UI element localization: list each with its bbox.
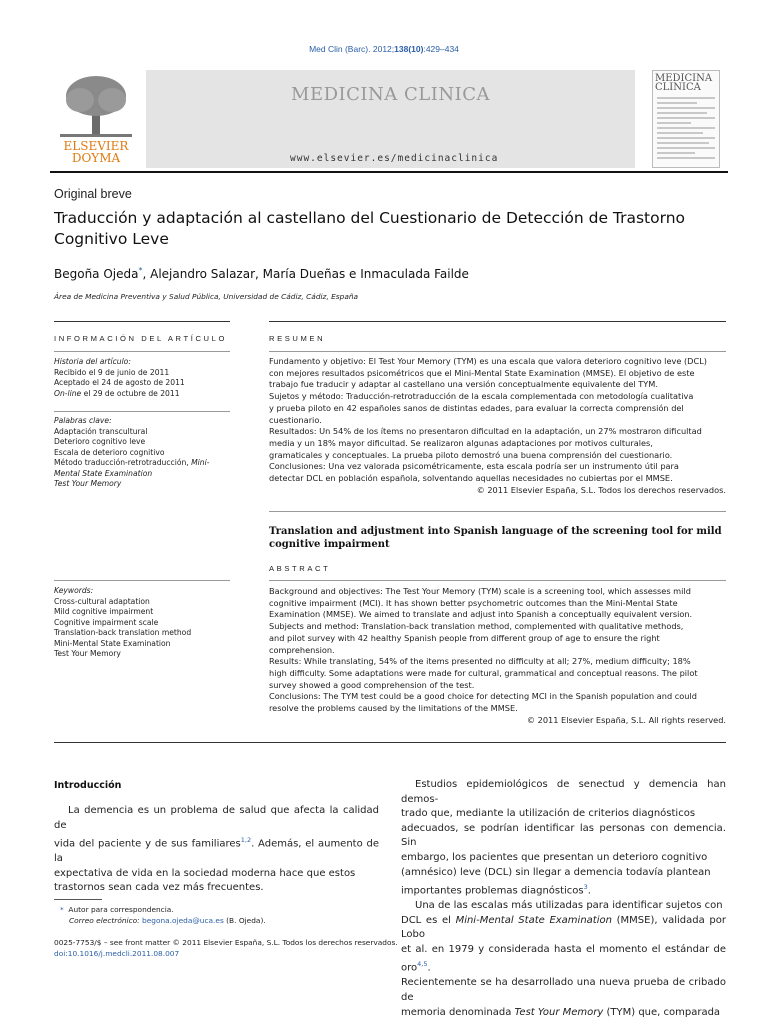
ref-3[interactable]: 3	[583, 883, 588, 892]
resumen-copyright: © 2011 Elsevier España, S.L. Todos los derechos reservados.	[476, 484, 726, 495]
cover-title: MEDICINA CLINICA	[655, 73, 713, 93]
page-footer: 0025-7753/$ – see front matter © 2011 Elsevier España, S.L. Todos los derechos reservados. doi:10.1016/j.medcli.2011.08.007	[54, 937, 654, 959]
abstract-rule	[269, 580, 726, 581]
corresponding-author-mark[interactable]: *	[138, 266, 143, 275]
info-heading: INFORMACIÓN DEL ARTÍCULO	[54, 334, 227, 343]
abstract-text: Background and objectives: The Test Your Memory (TYM) scale is a screening tool, which assesses mild cognitive impairment (MCI). It has shown better psychometric outcomes than the Mini-Mental State Examination (MMSE). We aimed to translate and adjust into Spanish a conceptually equivalent version. Subjects and method: Translation-back translation method, complemented with qualitative methods, and pilot survey with 42 healthy Spanish people from different group of age to ensure the right comprehension. Results: While translating, 54% of the items presented no difficulty at all; 27%, medium difficulty; 18% high difficulty. Some adaptations were made for cultural, grammatical and conceptual reasons. The pilot survey showed a good comprehension of the test. Conclusions: The TYM test could be a good choice for detecting MCI in the Spanish population and could resolve the problems caused by the limitations of the MMSE. © 2011 Elsevier España, S.L. All rights reserved.	[269, 586, 726, 725]
article-history: Historia del artículo: Recibido el 9 de junio de 2011 Aceptado el 24 de agosto de 2011 On-line el 29 de octubre de 2011	[54, 357, 185, 398]
journal-name: MEDICINA CLINICA	[291, 84, 490, 105]
journal-url[interactable]: www.elsevier.es/medicinaclinica	[290, 153, 499, 164]
affiliation: Área de Medicina Preventiva y Salud Pública, Universidad de Cádiz, Cádiz, España	[54, 292, 359, 301]
english-title: Translation and adjustment into Spanish language of the screening tool for mild cognitive impairment	[269, 526, 722, 550]
section-type: Original breve	[54, 187, 132, 201]
journal-citation[interactable]: Med Clin (Barc). 2012;138(10):429–434	[309, 44, 459, 54]
footnote-rule	[54, 899, 102, 900]
keywords-es: Palabras clave: Adaptación transcultural Deterioro cognitivo leve Escala de deterioro cognitivo Método traducción-retrotraducción, Mini- Mental State Examination Test Your Memory	[54, 416, 210, 488]
info-rule	[54, 351, 230, 352]
resumen-heading: RESUMEN	[269, 334, 326, 343]
doi-link[interactable]: doi:10.1016/j.medcli.2011.08.007	[54, 949, 180, 958]
publisher-name: ELSEVIER DOYMA	[63, 139, 129, 165]
abstract-heading: ABSTRACT	[269, 564, 331, 573]
ref-1-2[interactable]: 1,2	[240, 836, 252, 845]
author-email-link[interactable]: begona.ojeda@uca.es	[142, 916, 224, 925]
resumen-rule-top	[269, 321, 726, 322]
author-list: Begoña Ojeda*, Alejandro Salazar, María Dueñas e Inmaculada Failde	[54, 266, 469, 281]
resumen-rule	[269, 351, 726, 352]
article-title: Traducción y adaptación al castellano del Cuestionario de Detección de Trastorno Cognitivo Leve	[54, 209, 686, 248]
resumen-end-rule	[269, 511, 726, 512]
intro-right-text: Estudios epidemiológicos de senectud y demencia han demos- trado que, mediante la utilización de criterios diagnósticos adecuados, se podrían identificar las personas con demencia. Sin embargo, los pacientes que presentan un deterioro cognitivo (amnésico) leve (DCL) sin llegar a demencia todavía plantean importantes problemas diagnósticos$^3$. Una de las escalas más utilizadas para identificar sujetos con DCL es el Mini-Mental State Examination (MMSE), validada por Lobo et al. en 1979 y considerada hasta el momento el estándar de oro$^{4,5}$. Recientemente se ha desarrollado una nueva prueba de cribado de memoria denominada Test Your Memory (TYM) que, comparada	[401, 779, 726, 1018]
resumen-text: Fundamento y objetivo: El Test Your Memory (TYM) es una escala que valora deterioro cognitivo leve (DCL) con mejores resultados psicométricos que el Mini-Mental State Examination (MMSE). El objetivo de este trabajo fue traducir y adaptar al castellano una versión conceptualmente equivalente del TYM. Sujetos y método: Traducción-retrotraducción de la escala complementada con metodología cualitativa y prueba piloto en 42 españoles sanos de distintas edades, para evaluar la correcta comprensión del cuestionario. Resultados: Un 54% de los ítems no presentaron dificultad en la adaptación, un 27% mostraron dificultad media y un 18% mayor dificultad. Se realizaron algunas adaptaciones por motivos culturales, gramaticales y conceptuales. La prueba piloto demostró una buena comprensión del cuestionario. Conclusiones: Una vez valorada psicométricamente, esta escala podría ser un instrumento útil para detectar DCL en población española, solventando aquellas necesidades no cubiertas por el MMSE. © 2011 Elsevier España, S.L. Todos los derechos reservados.	[269, 356, 726, 495]
abstract-end-rule	[54, 742, 726, 743]
intro-left-text: La demencia es un problema de salud que afecta la calidad de vida del paciente y de sus familiares$^{1,2}$. Además, el aumento de la expectativa de vida en la sociedad moderna hace que estos trastornos sean cada vez más frecuentes.	[54, 805, 379, 894]
keywords-en: Keywords: Cross-cultural adaptation Mild cognitive impairment Cognitive impairment scale Translation-back translation method Mini-Mental State Examination Test Your Memory	[54, 586, 192, 658]
footnote: * Autor para correspondencia. Correo electrónico: begona.ojeda@uca.es (B. Ojeda).	[60, 905, 266, 925]
abstract-copyright: © 2011 Elsevier España, S.L. All rights reserved.	[526, 714, 726, 725]
info-rule-top	[54, 321, 230, 322]
intro-heading: Introducción	[54, 780, 122, 791]
keywords-en-rule	[54, 580, 230, 581]
header-rule	[50, 171, 728, 173]
history-rule	[54, 411, 230, 412]
ref-4-5[interactable]: 4,5	[417, 960, 428, 969]
